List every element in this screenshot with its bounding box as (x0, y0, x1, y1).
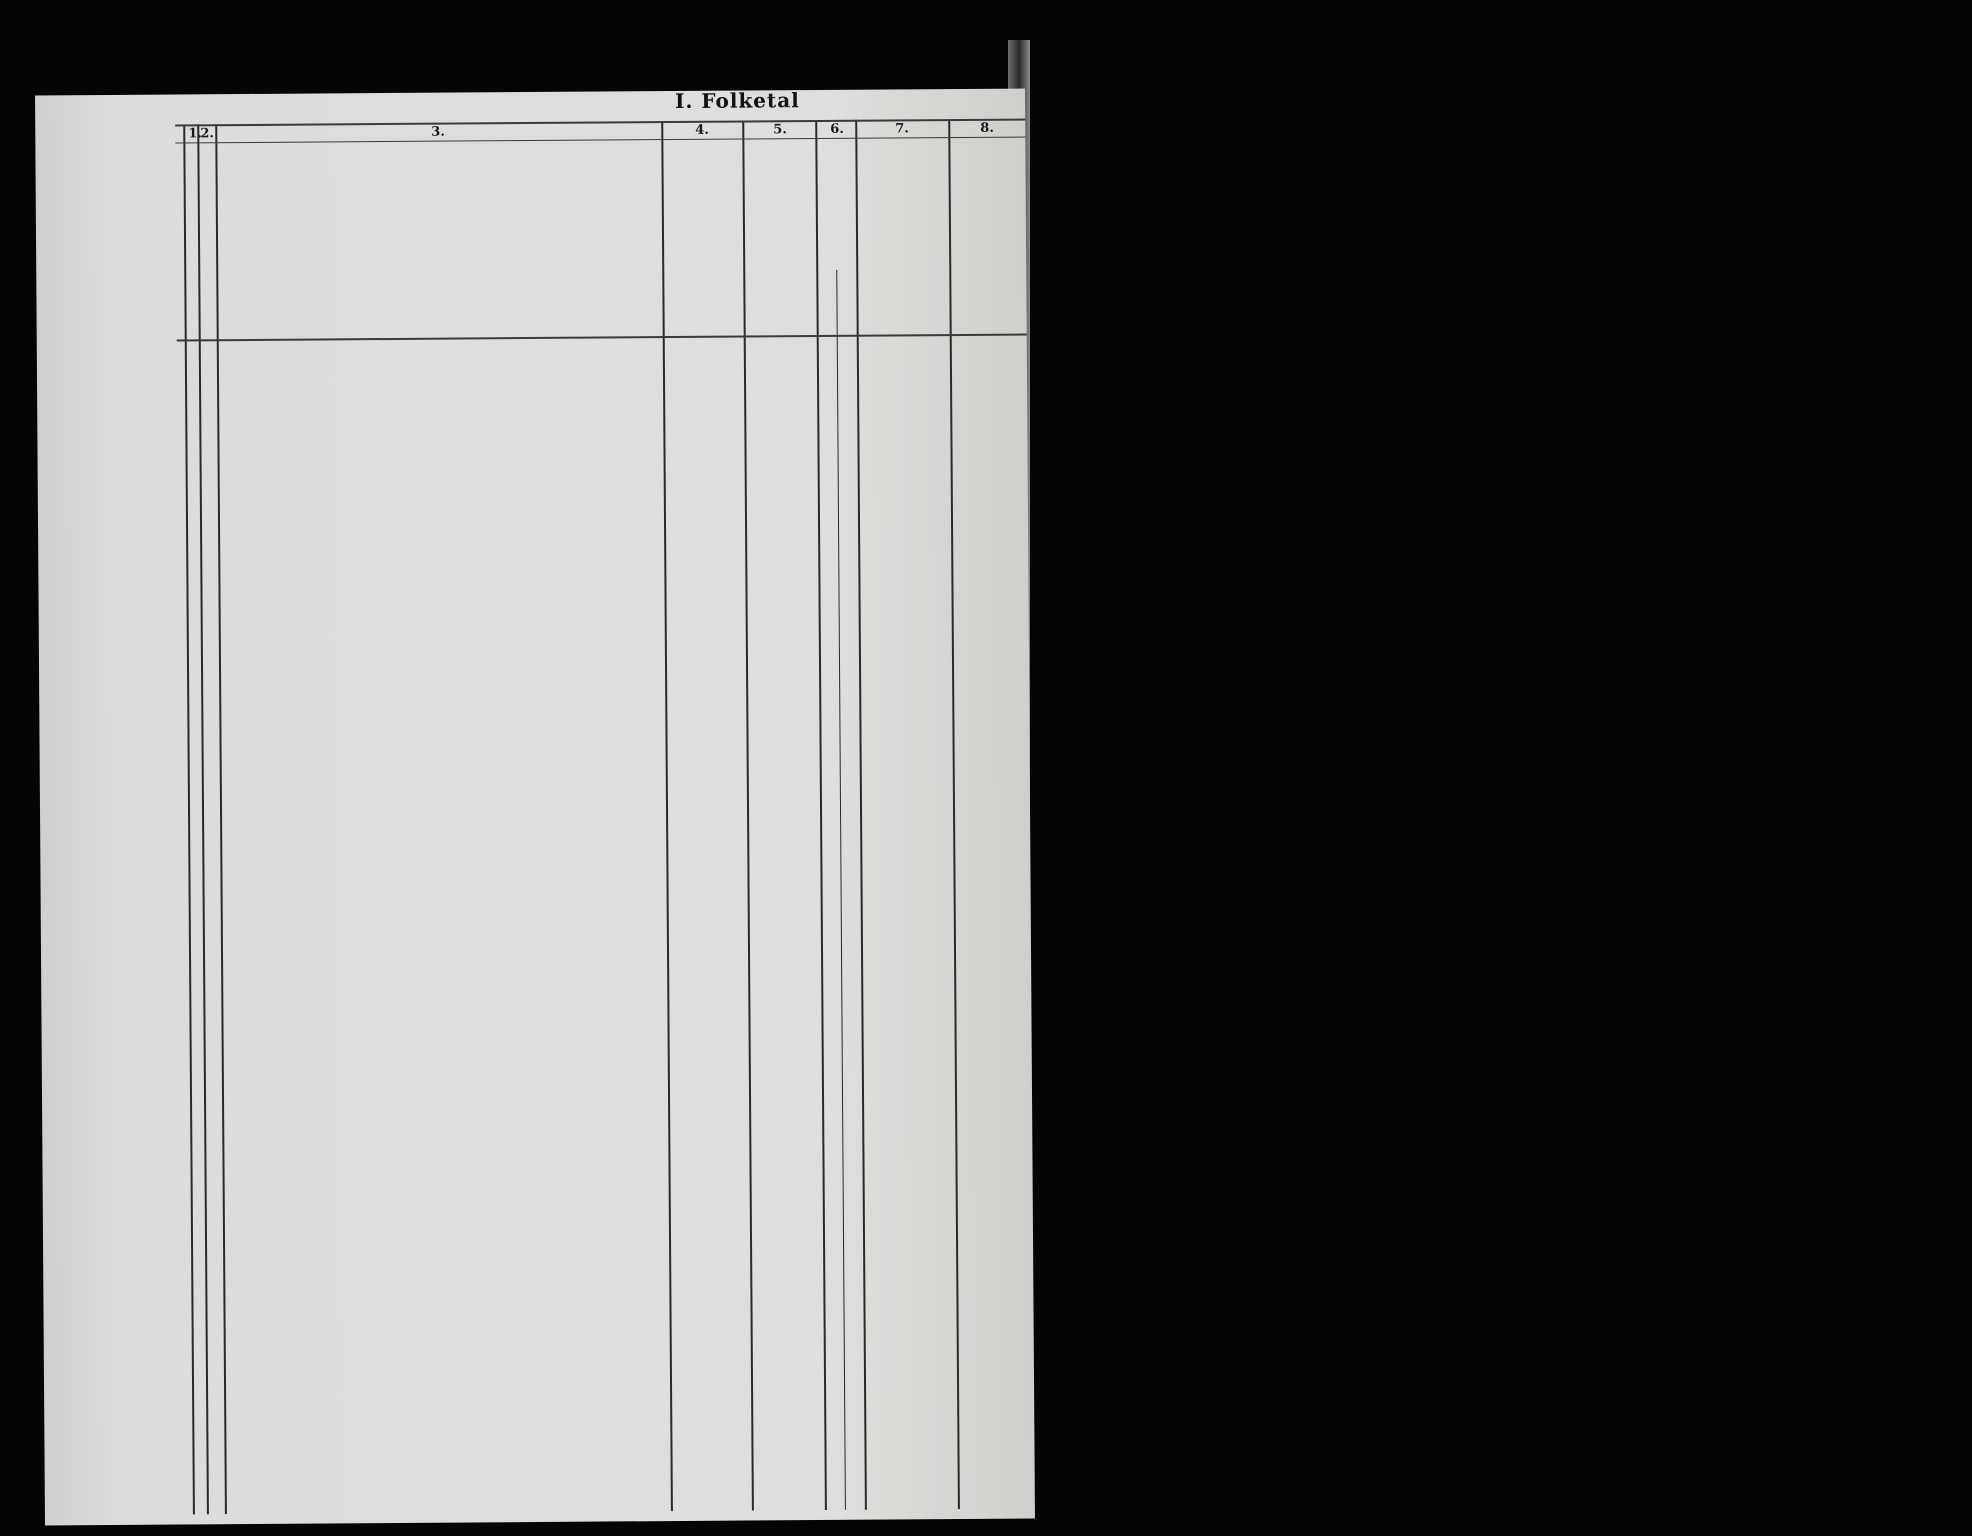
col-rule (215, 124, 227, 1514)
column-number: 2. (200, 126, 214, 142)
col-rule (197, 124, 209, 1514)
col-rule (815, 120, 827, 1510)
column-number: 4. (695, 122, 709, 138)
page-title-left: I. Folketal (674, 88, 800, 114)
column-number: 6. (830, 121, 844, 137)
column-number: 7. (895, 121, 909, 137)
column-number: 5. (773, 122, 787, 138)
col-rule (836, 270, 846, 1510)
col-rule (855, 120, 867, 1510)
column-number: 1. (188, 126, 202, 142)
column-number: 8. (980, 120, 994, 136)
col-rule (742, 121, 754, 1511)
col-rule (183, 124, 195, 1514)
column-number: 3. (431, 124, 445, 140)
col-rule (661, 121, 673, 1511)
left-page (35, 89, 1035, 1526)
col-rule (948, 119, 960, 1509)
header-rule (175, 137, 1025, 144)
header-rule (177, 334, 1027, 342)
